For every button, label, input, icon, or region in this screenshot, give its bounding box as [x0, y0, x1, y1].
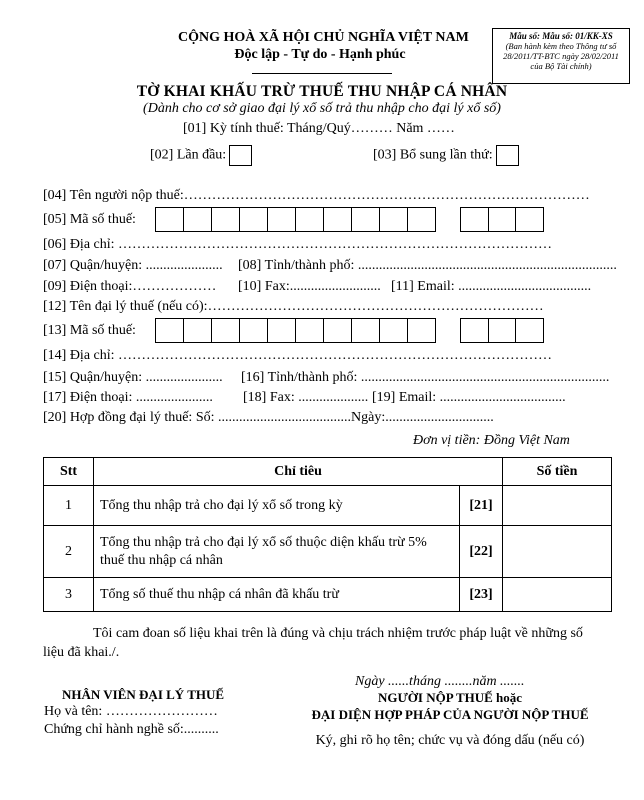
taxpayer-phone-field[interactable]: [09] Điện thoại:………………: [43, 279, 217, 294]
header-amount: Số tiền: [503, 458, 612, 486]
legal-representative-title: ĐẠI DIỆN HỢP PHÁP CỦA NGƯỜI NỘP THUẾ: [311, 707, 589, 722]
taxpayer-name-field[interactable]: [04] Tên người nộp thuế:……………………………………………………………………………: [43, 188, 590, 203]
currency-unit: Đơn vị tiền: Đồng Việt Nam: [413, 433, 570, 448]
agent-name-field[interactable]: [12] Tên đại lý thuế (nếu có):………………………………………………………………: [43, 299, 544, 314]
taxpayer-email-field[interactable]: [11] Email: ......................................: [391, 279, 592, 294]
form-number-box: [492, 28, 630, 84]
form-title: TỜ KHAI KHẤU TRỪ THUẾ THU NHẬP CÁ NHÂN: [136, 83, 508, 100]
agent-contract-field[interactable]: [20] Hợp đồng đại lý thuế: Số: ......................................Ngày:...............................: [43, 410, 494, 425]
form-number: Mẫu số: Mẫu số: 01/KK-XS: [509, 31, 613, 41]
taxpayer-tax-code-suffix-boxes[interactable]: [460, 207, 544, 232]
row-code: [22]: [460, 526, 503, 578]
row-description: Tổng số thuế thu nhập cá nhân đã khấu trừ: [94, 578, 460, 612]
tax-agent-staff-title: NHÂN VIÊN ĐẠI LÝ THUẾ: [62, 687, 225, 702]
row-description: Tổng thu nhập trả cho đại lý xổ số thuộc diện khấu trừ 5% thuế thu nhập cá nhân: [94, 526, 460, 578]
taxpayer-signature-title: NGƯỜI NỘP THUẾ hoặc: [377, 690, 523, 705]
signature-date[interactable]: Ngày ......tháng ........năm .......: [355, 674, 525, 689]
row-amount-input[interactable]: [503, 526, 612, 578]
header-stt: Stt: [44, 458, 94, 486]
agent-province-field[interactable]: [16] Tỉnh/thành phố: .......................................................................: [241, 370, 610, 385]
table-row: [44, 578, 612, 612]
row-code: [23]: [460, 578, 503, 612]
agent-phone-field[interactable]: [17] Điện thoại: ......................: [43, 390, 213, 405]
motto: Độc lập - Tự do - Hạnh phúc: [234, 47, 406, 62]
signature-instruction: Ký, ghi rõ họ tên; chức vụ và đóng dấu (nếu có): [315, 733, 585, 748]
agent-fax-field[interactable]: [18] Fax: ....................: [243, 390, 369, 405]
row-stt: 1: [44, 486, 94, 526]
first-time-label: [02] Lần đầu:: [150, 147, 227, 163]
table-row: [44, 526, 612, 578]
row-amount-input[interactable]: [503, 578, 612, 612]
taxpayer-address-field[interactable]: [06] Địa chỉ: …………………………………………………………………………………: [43, 237, 553, 252]
form-subtitle: (Dành cho cơ sở giao đại lý xổ số trả thu nhập cho đại lý xổ số): [143, 101, 501, 116]
header-criteria: Chỉ tiêu: [94, 458, 503, 486]
staff-certificate-field[interactable]: Chứng chỉ hành nghề số:..........: [44, 722, 219, 737]
agent-email-field[interactable]: [19] Email: ....................................: [372, 390, 566, 405]
taxpayer-district-field[interactable]: [07] Quận/huyện: ......................: [43, 258, 223, 273]
agent-tax-code-boxes[interactable]: [155, 318, 436, 343]
declaration-table: [43, 457, 612, 612]
agent-district-field[interactable]: [15] Quận/huyện: ......................: [43, 370, 223, 385]
commitment-statement: Tôi cam đoan số liệu khai trên là đúng và chịu trách nhiệm trước pháp luật về những số liệu đã khai./.: [43, 626, 583, 660]
supplement-row: [373, 145, 519, 166]
supplement-checkbox[interactable]: [496, 145, 519, 166]
row-amount-input[interactable]: [503, 486, 612, 526]
taxpayer-tax-code-label: [05] Mã số thuế:: [43, 212, 136, 227]
taxpayer-tax-code-boxes[interactable]: [155, 207, 436, 232]
supplement-label: [03] Bổ sung lần thứ:: [373, 147, 493, 163]
nation-heading: CỘNG HOÀ XÃ HỘI CHỦ NGHĨA VIỆT NAM: [178, 30, 469, 45]
motto-underline: [252, 73, 392, 74]
agent-tax-code-label: [13] Mã số thuế:: [43, 323, 136, 338]
row-stt: 3: [44, 578, 94, 612]
row-description: Tổng thu nhập trả cho đại lý xổ số trong kỳ: [94, 486, 460, 526]
table-row: [44, 486, 612, 526]
taxpayer-province-field[interactable]: [08] Tỉnh/thành phố: ..........................................................................: [238, 258, 617, 273]
form-note: (Ban hành kèm theo Thông tư số 28/2011/TT-BTC ngày 28/02/2011 của Bộ Tài chính): [503, 41, 619, 71]
first-time-row: [150, 145, 252, 166]
agent-tax-code-suffix-boxes[interactable]: [460, 318, 544, 343]
agent-address-field[interactable]: [14] Địa chỉ: …………………………………………………………………………………: [43, 348, 553, 363]
tax-period-field[interactable]: [01] Kỳ tính thuế: Tháng/Quý……… Năm ……: [183, 121, 455, 136]
first-time-checkbox[interactable]: [229, 145, 252, 166]
table-header-row: [44, 458, 612, 486]
row-stt: 2: [44, 526, 94, 578]
taxpayer-fax-field[interactable]: [10] Fax:..........................: [238, 279, 381, 294]
row-code: [21]: [460, 486, 503, 526]
staff-name-field[interactable]: Họ và tên: ……………………: [44, 704, 218, 719]
